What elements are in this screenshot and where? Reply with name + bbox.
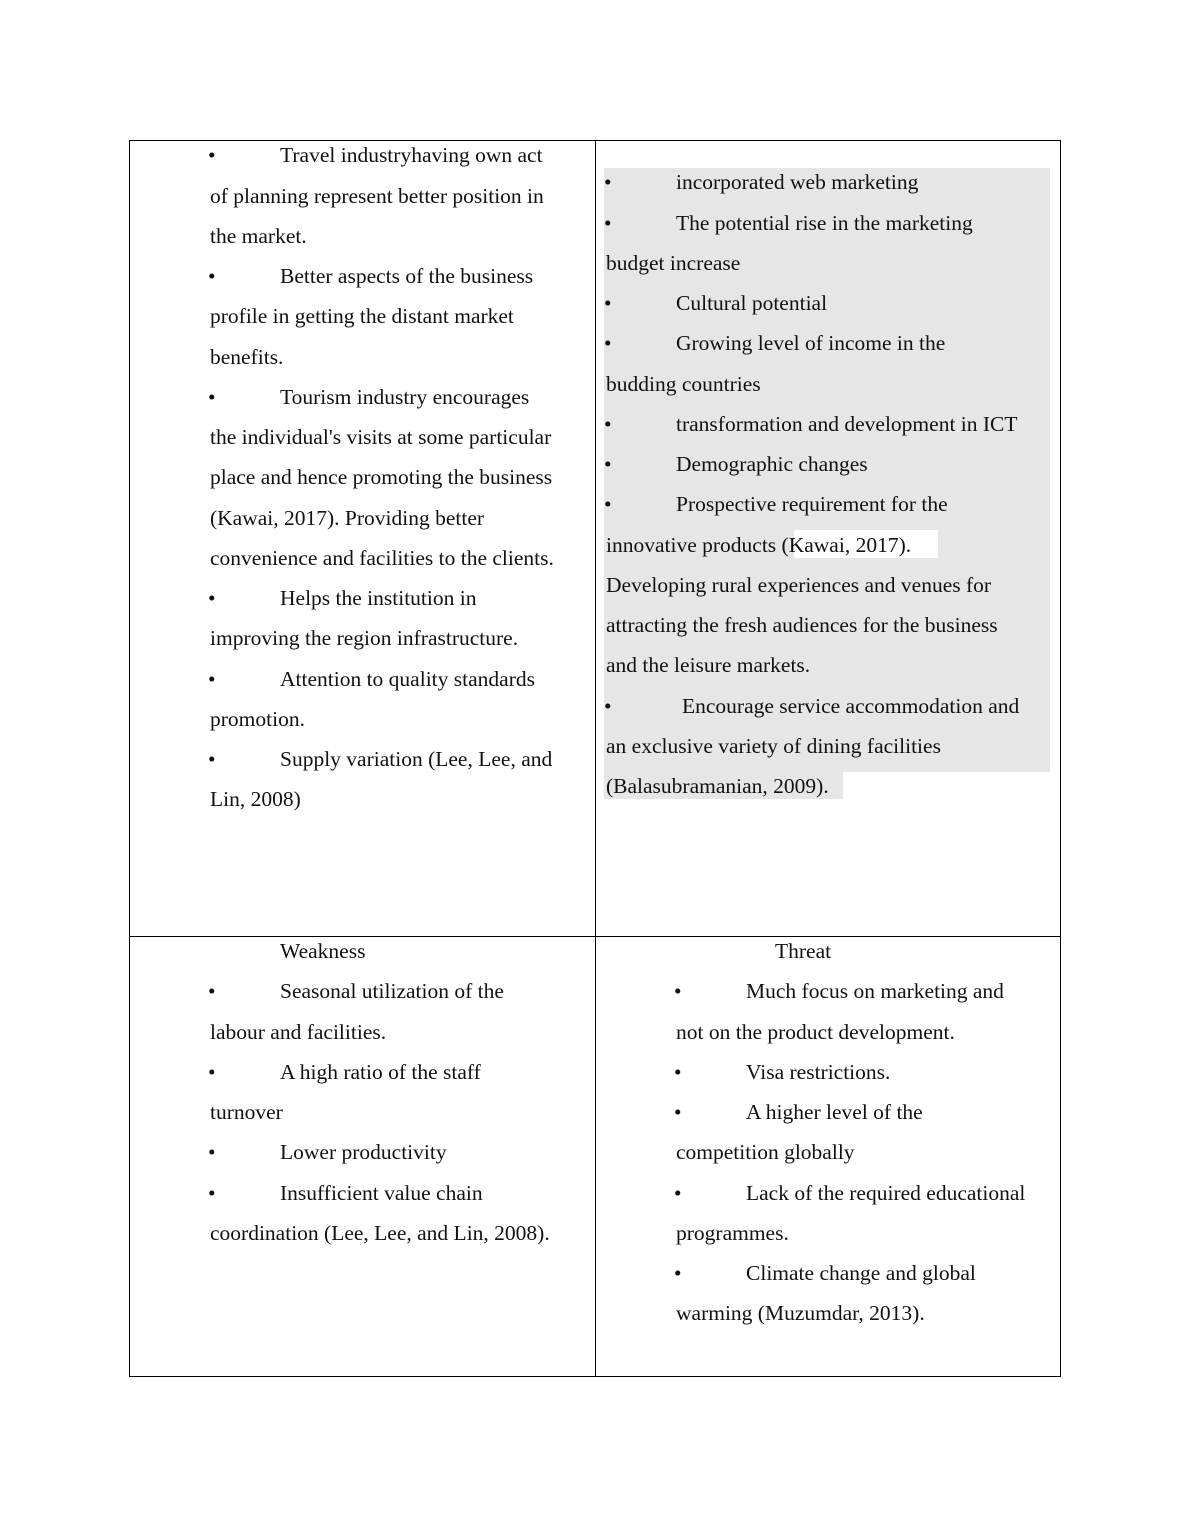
bullet-icon: • bbox=[208, 1181, 216, 1205]
bullet-icon: • bbox=[674, 1060, 682, 1084]
bullet-icon: • bbox=[208, 385, 216, 409]
strength-item-2: Better aspects of the business bbox=[280, 264, 534, 288]
opportunity-item-7-line: attracting the fresh audiences for the business bbox=[606, 613, 998, 637]
bullet-icon: • bbox=[674, 1181, 682, 1205]
threat-item-4: Lack of the required educational bbox=[746, 1181, 1026, 1205]
weakness-item-2: A high ratio of the staff bbox=[280, 1060, 481, 1084]
bullet-icon: • bbox=[208, 1060, 216, 1084]
strength-item-6: Supply variation (Lee, Lee, and bbox=[280, 747, 553, 771]
strength-item-3: Tourism industry encourages bbox=[280, 385, 530, 409]
opportunity-item-1: incorporated web marketing bbox=[676, 170, 919, 194]
strength-item-4: Helps the institution in bbox=[280, 586, 477, 610]
threat-item-5-line: warming (Muzumdar, 2013). bbox=[676, 1301, 925, 1325]
bullet-icon: • bbox=[208, 1140, 216, 1164]
opportunity-item-4-line: budding countries bbox=[606, 372, 761, 396]
opportunity-item-7: Prospective requirement for the bbox=[676, 492, 948, 516]
opportunity-item-5: transformation and development in ICT bbox=[676, 412, 1018, 436]
opportunity-item-6: Demographic changes bbox=[676, 452, 868, 476]
bullet-icon: • bbox=[604, 211, 612, 235]
strength-item-2-line: profile in getting the distant market bbox=[210, 304, 514, 328]
weakness-item-1-line: labour and facilities. bbox=[210, 1020, 387, 1044]
opportunity-item-4: Growing level of income in the bbox=[676, 331, 946, 355]
strength-item-3-line: place and hence promoting the business bbox=[210, 465, 553, 489]
threat-item-5: Climate change and global bbox=[746, 1261, 976, 1285]
threat-item-1: Much focus on marketing and bbox=[746, 979, 1004, 1003]
opportunity-item-3: Cultural potential bbox=[676, 291, 828, 315]
weakness-heading: Weakness bbox=[280, 939, 366, 963]
threat-item-3-line: competition globally bbox=[676, 1140, 855, 1164]
bullet-icon: • bbox=[208, 586, 216, 610]
opportunity-item-7-line: Developing rural experiences and venues for bbox=[606, 573, 992, 597]
opportunity-item-7-line: innovative products (Kawai, 2017). bbox=[606, 533, 912, 557]
weakness-item-1: Seasonal utilization of the bbox=[280, 979, 504, 1003]
opportunity-item-8: Encourage service accommodation and bbox=[682, 694, 1020, 718]
strength-item-3-line: convenience and facilities to the clients. bbox=[210, 546, 554, 570]
strength-item-3-line: (Kawai, 2017). Providing better bbox=[210, 506, 485, 530]
bullet-icon: • bbox=[674, 1261, 682, 1285]
bullet-icon: • bbox=[604, 331, 612, 355]
weakness-item-3: Lower productivity bbox=[280, 1140, 447, 1164]
bullet-icon: • bbox=[674, 1100, 682, 1124]
bullet-icon: • bbox=[604, 291, 612, 315]
opportunity-item-2-line: budget increase bbox=[606, 251, 741, 275]
weakness-item-4-line: coordination (Lee, Lee, and Lin, 2008). bbox=[210, 1221, 550, 1245]
bullet-icon: • bbox=[674, 979, 682, 1003]
strength-item-4-line: improving the region infrastructure. bbox=[210, 626, 519, 650]
opportunity-item-2: The potential rise in the marketing bbox=[676, 211, 973, 235]
table-border-left bbox=[129, 140, 130, 1377]
threat-item-1-line: not on the product development. bbox=[676, 1020, 955, 1044]
opportunity-item-8-line: an exclusive variety of dining facilities bbox=[606, 734, 941, 758]
bullet-icon: • bbox=[208, 979, 216, 1003]
bullet-icon: • bbox=[604, 170, 612, 194]
highlight-gap bbox=[843, 772, 1050, 800]
strength-item-1-line: the market. bbox=[210, 224, 307, 248]
weakness-item-2-line: turnover bbox=[210, 1100, 283, 1124]
threat-item-2: Visa restrictions. bbox=[746, 1060, 891, 1084]
bullet-icon: • bbox=[604, 492, 612, 516]
strength-item-1-line: of planning represent better position in bbox=[210, 184, 544, 208]
bullet-icon: • bbox=[604, 412, 612, 436]
strength-item-2-line: benefits. bbox=[210, 345, 284, 369]
strength-item-5-line: promotion. bbox=[210, 707, 305, 731]
bullet-icon: • bbox=[208, 747, 216, 771]
bullet-icon: • bbox=[208, 143, 216, 167]
table-column-divider bbox=[595, 140, 596, 1377]
threat-heading: Threat bbox=[775, 939, 832, 963]
bullet-icon: • bbox=[604, 452, 612, 476]
strength-item-5: Attention to quality standards bbox=[280, 667, 535, 691]
opportunity-item-8-line: (Balasubramanian, 2009). bbox=[606, 774, 829, 798]
strength-item-1: Travel industryhaving own act bbox=[280, 143, 543, 167]
weakness-item-4: Insufficient value chain bbox=[280, 1181, 483, 1205]
strength-item-6-line: Lin, 2008) bbox=[210, 787, 301, 811]
opportunity-item-7-line: and the leisure markets. bbox=[606, 653, 811, 677]
threat-item-4-line: programmes. bbox=[676, 1221, 789, 1245]
bullet-icon: • bbox=[604, 694, 612, 718]
table-border-right bbox=[1060, 140, 1061, 1377]
bullet-icon: • bbox=[208, 264, 216, 288]
strength-item-3-line: the individual's visits at some particular bbox=[210, 425, 552, 449]
threat-item-3: A higher level of the bbox=[746, 1100, 923, 1124]
bullet-icon: • bbox=[208, 667, 216, 691]
